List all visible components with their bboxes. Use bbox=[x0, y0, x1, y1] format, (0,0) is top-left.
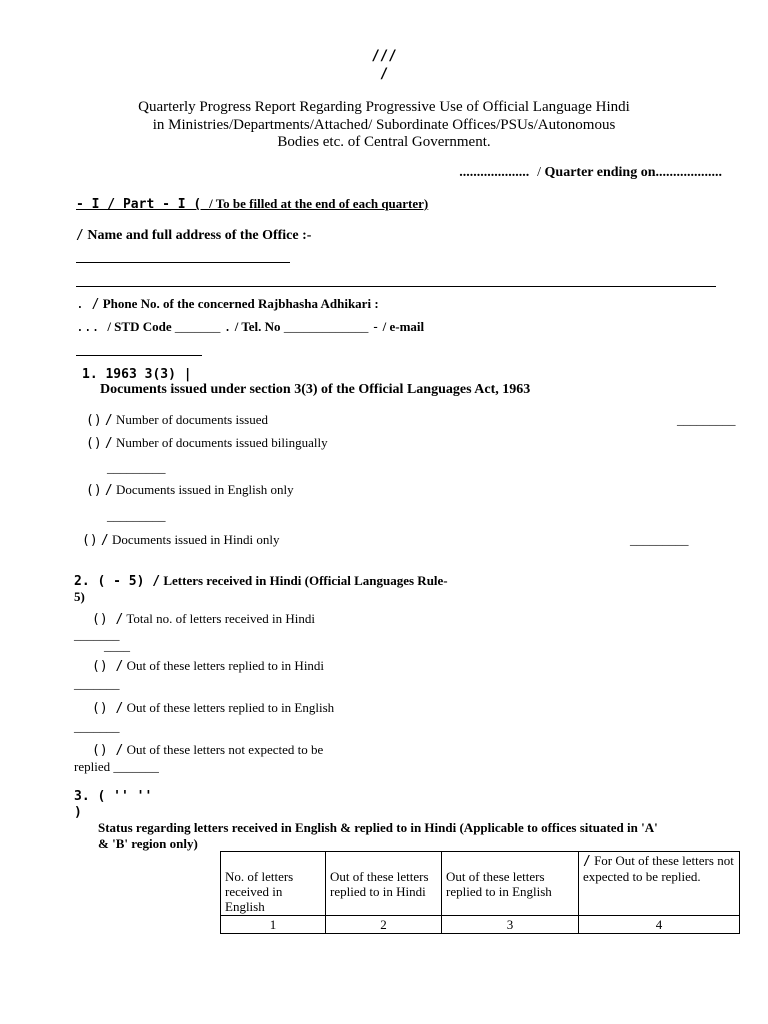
status-table-number-row bbox=[221, 916, 740, 934]
status-col4-number: 4 bbox=[579, 916, 740, 934]
header-hindi-line2: / bbox=[379, 66, 389, 82]
sec1-item-c: () / Documents issued in English only bbox=[86, 482, 294, 498]
part-one-heading bbox=[76, 196, 428, 212]
status-col2-number: 2 bbox=[326, 916, 442, 934]
status-col3-number: 3 bbox=[442, 916, 579, 934]
sec3-title-english2: & 'B' region only) bbox=[98, 836, 198, 851]
phone-english: Phone No. of the concerned Rajbhasha Adhikari : bbox=[102, 296, 379, 311]
tel-label: / Tel. No bbox=[234, 319, 281, 334]
sec2-item-a: () / Total no. of letters received in Hindi bbox=[92, 611, 315, 627]
sec2-item-c: () / Out of these letters replied to in English bbox=[92, 700, 335, 716]
tel-blank: _____________ bbox=[283, 319, 369, 334]
sec1-item-d-blank: _________ bbox=[630, 532, 689, 547]
quarter-hindi bbox=[529, 165, 537, 180]
sec1-item-b-blank: _________ bbox=[107, 460, 166, 475]
sec2-item-b: () / Out of these letters replied to in Hindi bbox=[92, 658, 325, 674]
sec1-item-b: () / Number of documents issued bilingually bbox=[86, 435, 328, 451]
office-hindi: / bbox=[76, 228, 84, 243]
status-col4-header: / For Out of these letters not expected to be replied. bbox=[579, 852, 740, 916]
status-col3-header: Out of these letters replied to in English bbox=[442, 852, 579, 916]
sec1-item-c-blank: _________ bbox=[107, 508, 166, 523]
sec1-item-a-blank: _________ bbox=[677, 412, 736, 427]
std-hindi: ... bbox=[76, 320, 108, 335]
office-name-label bbox=[76, 228, 311, 244]
email-line bbox=[76, 355, 202, 356]
sec2-item-a-blank2: ____ bbox=[104, 638, 130, 653]
phone-label bbox=[76, 296, 379, 312]
office-line-1 bbox=[76, 262, 290, 263]
std-code-label: / STD Code bbox=[107, 319, 172, 334]
header-english-line2: in Ministries/Departments/Attached/ Subordinate Offices/PSUs/Autonomous bbox=[152, 117, 616, 133]
sec2-item-c-blank: _______ bbox=[74, 719, 120, 734]
sec3-title-hindi2: ) bbox=[74, 805, 82, 820]
status-col1-number: 1 bbox=[221, 916, 326, 934]
sec2-item-b-blank: _______ bbox=[74, 676, 120, 691]
sec2-title: 2. ( - 5) / Letters received in Hindi (Official Languages Rule- bbox=[74, 573, 448, 589]
quarter-ending bbox=[459, 165, 722, 181]
office-english: Name and full address of the Office :- bbox=[87, 228, 312, 243]
part-one-hindi: - I / Part - I ( bbox=[76, 197, 210, 212]
sec1-title-hindi: 1. 1963 3(3) | bbox=[82, 367, 192, 382]
status-col1-header: No. of letters received in English bbox=[221, 852, 326, 916]
part-one-english: / To be filled at the end of each quarter) bbox=[209, 196, 429, 211]
tel-hindi: . bbox=[223, 320, 232, 335]
header-hindi-line1: /// bbox=[371, 48, 397, 64]
header-english-line1: Quarterly Progress Report Regarding Progressive Use of Official Language Hindi bbox=[138, 99, 630, 115]
quarter-dots: .................... bbox=[459, 165, 530, 180]
sec1-title-english: Documents issued under section 3(3) of the Official Languages Act, 1963 bbox=[100, 382, 531, 397]
sec3-title-hindi: 3. ( '' '' bbox=[74, 789, 153, 804]
sec2-item-d-cont: replied _______ bbox=[74, 759, 159, 774]
sec2-item-a-blank: _______ bbox=[74, 627, 120, 642]
quarter-english: Quarter ending on................... bbox=[544, 165, 722, 180]
status-table-header-row bbox=[221, 852, 740, 916]
status-table bbox=[220, 851, 740, 934]
std-blank: _______ bbox=[174, 319, 221, 334]
sec1-item-d: () / Documents issued in Hindi only bbox=[82, 532, 280, 548]
sec1-item-a: () / Number of documents issued bbox=[86, 412, 268, 428]
quarter-sep: / bbox=[537, 165, 545, 180]
header-english-line3: Bodies etc. of Central Government. bbox=[277, 134, 491, 150]
office-line-2 bbox=[76, 286, 716, 287]
status-col2-header: Out of these letters replied to in Hindi bbox=[326, 852, 442, 916]
email-hindi: - bbox=[371, 320, 380, 335]
sec2-item-d: () / Out of these letters not expected to be bbox=[92, 742, 324, 758]
phone-hindi: . / bbox=[76, 297, 100, 312]
sec2-title-cont: 5) bbox=[74, 589, 85, 604]
std-tel-email-line bbox=[76, 319, 424, 335]
sec3-title-english: Status regarding letters received in English & replied to in Hindi (Applicable to offices situated in 'A' bbox=[98, 820, 658, 835]
email-label: / e-mail bbox=[382, 319, 425, 334]
